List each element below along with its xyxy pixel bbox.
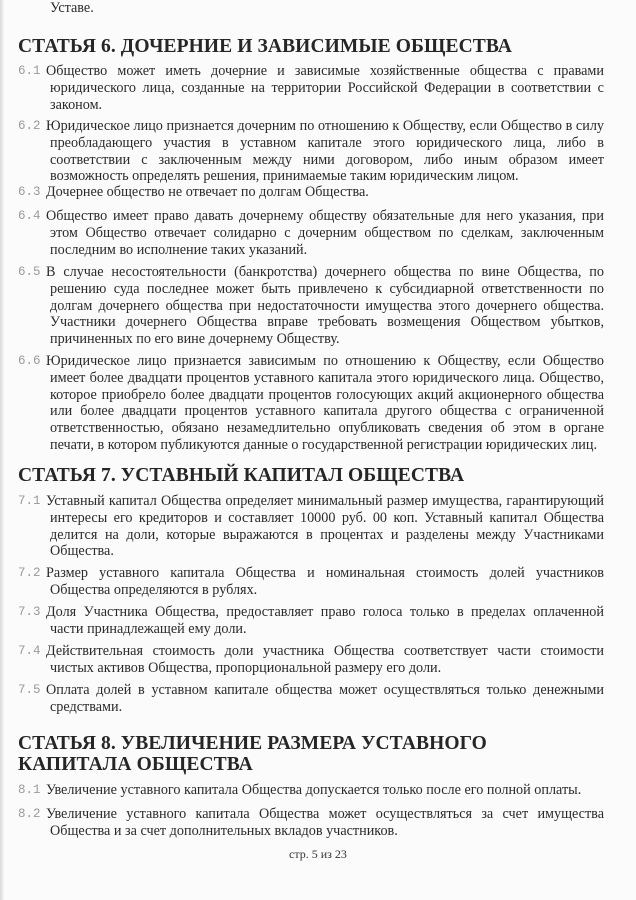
clause-number: 7.1: [18, 494, 41, 508]
clause-6-5: [18, 264, 604, 348]
page-edge-shadow: [0, 0, 4, 900]
clause-text: В случае несостоятельности (банкротства) дочернего общества по вине Общества, по решению суда последнее может быть привлечено к субсидиарной ответственности по долгам дочернего общества при недостаточности имущества этого дочернего общества. Участники дочернего Общества вправе требовать возмещения Обществом убытков, причиненных по его вине дочернему Обществу.: [46, 264, 604, 348]
clause-text: Доля Участника Общества, предоставляет право голоса только в пределах оплаченной части принадлежащей ему доли.: [46, 604, 604, 637]
clause-text: Действительная стоимость доли участника Общества соответствует части стоимости чистых активов Общества, пропорциональной размеру его доли.: [46, 643, 604, 676]
clause-number: 8.1: [18, 783, 41, 797]
clause-number: 7.2: [18, 566, 41, 580]
clause-8-1: [18, 782, 604, 799]
section-8-title: СТАТЬЯ 8. УВЕЛИЧЕНИЕ РАЗМЕРА УСТАВНОГО КАПИТАЛА ОБЩЕСТВА: [18, 733, 487, 775]
clause-6-2: [18, 118, 604, 185]
clause-6-6: [18, 353, 604, 454]
clause-7-4: [18, 643, 604, 677]
clause-number: 6.2: [18, 119, 41, 133]
clause-number: 6.4: [18, 209, 41, 223]
clause-8-2: [18, 806, 604, 840]
clause-7-2: [18, 565, 604, 599]
clause-7-5: [18, 682, 604, 716]
clause-number: 8.2: [18, 807, 41, 821]
clause-number: 6.1: [18, 64, 41, 78]
clause-text: Оплата долей в уставном капитале общества может осуществляться только денежными средствами.: [46, 682, 604, 715]
clause-7-1: [18, 493, 604, 560]
clause-text: Общество может иметь дочерние и зависимые хозяйственные общества с правами юридического лица, созданные на территории Российской Федерации в соответствии с законом.: [46, 63, 604, 113]
clause-6-4: [18, 208, 604, 258]
continued-text: Уставе.: [50, 0, 94, 16]
clause-text: Юридическое лицо признается зависимым по отношению к Обществу, если Общество имеет более двадцати процентов уставного капитала этого юридического лица. Общество, которое приобрело более двадцати процентов голосующих акций акционерного общества или более двадцати процентов уставного капитала другого общества с ограниченной ответственностью, обязано незамедлительно опубликовать сведения об этом в органе печати, в котором публикуются данные о государственной регистрации юридических лиц.: [46, 353, 604, 453]
clause-7-3: [18, 604, 604, 638]
clause-text: Размер уставного капитала Общества и номинальная стоимость долей участников Общества определяются в рублях.: [46, 565, 604, 598]
clause-text: Общество имеет право давать дочернему обществу обязательные для него указания, при этом Общество отвечает солидарно с дочерним обществом по сделкам, заключенным последним во исполнение таких указаний.: [46, 208, 604, 258]
clause-text: Увеличение уставного капитала Общества может осуществляться за счет имущества Общества и за счет дополнительных вкладов участников.: [46, 806, 604, 839]
clause-text: Юридическое лицо признается дочерним по отношению к Обществу, если Общество в силу преобладающего участия в уставном капитале этого юридического лица, либо в соответствии с заключенным между ними договором, либо иным образом имеет возможность определять решения, принимаемые таким юридическим лицом.: [46, 118, 604, 185]
clause-number: 6.3: [18, 185, 41, 199]
clause-number: 7.5: [18, 683, 41, 697]
clause-number: 6.5: [18, 265, 41, 279]
clause-text: Уставный капитал Общества определяет минимальный размер имущества, гарантирующий интересы его кредиторов и составляет 10000 руб. 00 коп. Уставный капитал Общества делится на доли, которые выражаются в процентах и разделены между Участниками Общества.: [46, 493, 604, 560]
page-number: стр. 5 из 23: [289, 847, 347, 861]
section-7-title: СТАТЬЯ 7. УСТАВНЫЙ КАПИТАЛ ОБЩЕСТВА: [18, 465, 465, 486]
section-6-title: СТАТЬЯ 6. ДОЧЕРНИЕ И ЗАВИСИМЫЕ ОБЩЕСТВА: [18, 36, 512, 57]
clause-number: 7.3: [18, 605, 41, 619]
clause-6-1: [18, 63, 604, 113]
clause-6-3: [18, 184, 604, 201]
clause-number: 7.4: [18, 644, 41, 658]
clause-text: Дочернее общество не отвечает по долгам Общества.: [46, 184, 369, 200]
clause-number: 6.6: [18, 354, 41, 368]
clause-text: Увеличение уставного капитала Общества допускается только после его полной оплаты.: [46, 782, 582, 798]
